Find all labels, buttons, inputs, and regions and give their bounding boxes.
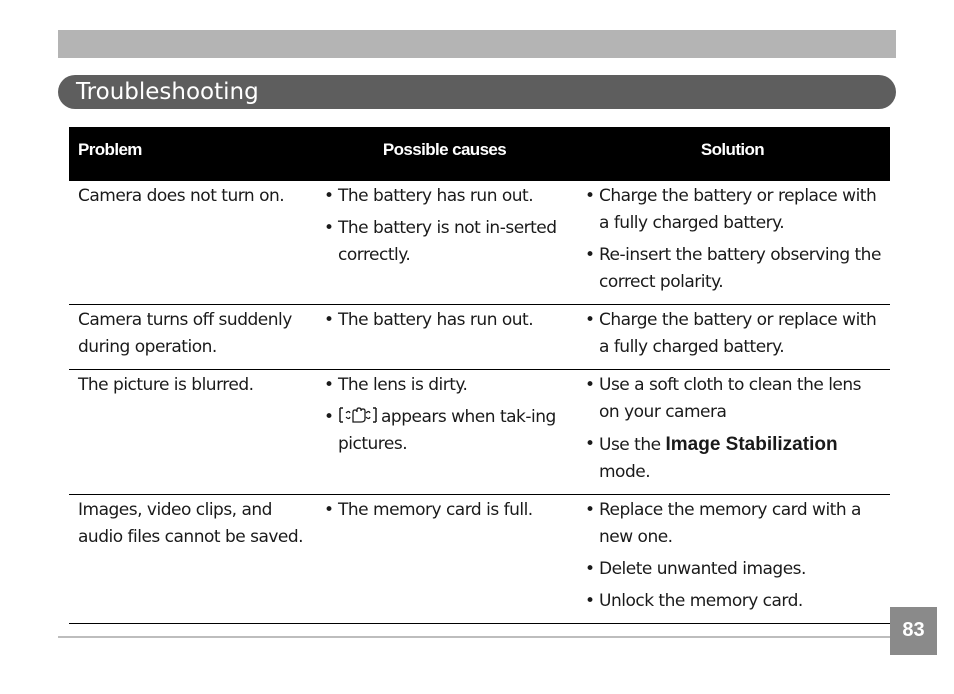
solution-cell <box>575 181 890 305</box>
solution-item: • Use a soft cloth to clean the lens on your camera <box>584 372 886 426</box>
cause-item-text: appears when tak-ing pictures. <box>338 407 556 454</box>
solution-cell <box>575 305 890 370</box>
header-possible-causes: Possible causes <box>314 127 575 181</box>
solution-item-mode <box>584 431 886 486</box>
solution-item: • Charge the battery or replace with a fully charged battery. <box>584 183 886 237</box>
causes-cell <box>314 181 575 305</box>
cause-item: • The lens is dirty. <box>323 372 571 399</box>
section-title-bar <box>58 75 896 109</box>
image-stabilization-label: Image Stabilization <box>665 434 838 455</box>
problem-cell: The picture is blurred. <box>69 370 314 495</box>
causes-cell <box>314 495 575 624</box>
cause-item: • The memory card is full. <box>323 497 571 524</box>
solution-item: • Re-insert the battery observing the correct polarity. <box>584 242 886 296</box>
table-row <box>69 305 890 370</box>
solution-item: • Delete unwanted images. <box>584 556 886 583</box>
table-row <box>69 495 890 624</box>
causes-cell <box>314 370 575 495</box>
solution-cell <box>575 370 890 495</box>
header-solution: Solution <box>575 127 890 181</box>
problem-cell: Camera does not turn on. <box>69 181 314 305</box>
cause-item: • The battery has run out. <box>323 307 571 334</box>
cause-item: • The battery is not in-serted correctly. <box>323 215 571 269</box>
table-header-row <box>69 127 890 181</box>
solution-item: • Charge the battery or replace with a fully charged battery. <box>584 307 886 361</box>
cause-item-with-icon <box>323 404 571 458</box>
cause-item: • The battery has run out. <box>323 183 571 210</box>
footer-rule <box>58 636 890 638</box>
troubleshooting-table <box>69 127 890 624</box>
solution-item: • Replace the memory card with a new one. <box>584 497 886 551</box>
header-band <box>58 30 896 58</box>
problem-cell: Images, video clips, and audio files cannot be saved. <box>69 495 314 624</box>
page-number: 83 <box>890 607 937 655</box>
table-row <box>69 370 890 495</box>
solution-cell <box>575 495 890 624</box>
section-title: Troubleshooting <box>76 79 259 105</box>
solution-item: • Unlock the memory card. <box>584 588 886 615</box>
solution-item-prefix: Use the <box>599 435 661 455</box>
table-row <box>69 181 890 305</box>
solution-item-suffix: mode. <box>599 462 651 482</box>
header-problem: Problem <box>69 127 314 181</box>
problem-cell: Camera turns off suddenly during operation. <box>69 305 314 370</box>
hand-shake-icon <box>338 405 378 425</box>
causes-cell <box>314 305 575 370</box>
